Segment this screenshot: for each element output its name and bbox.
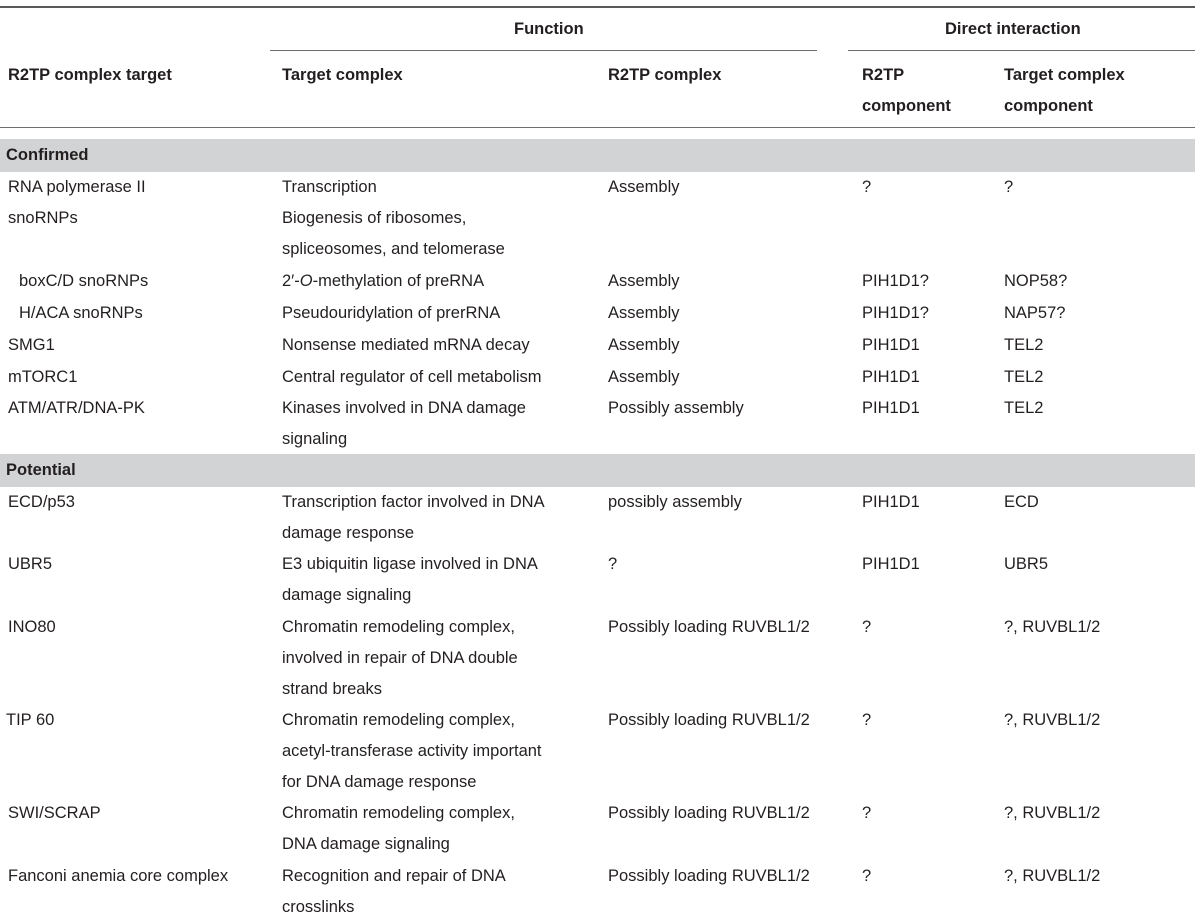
cell-r2tp-component: PIH1D1: [862, 336, 920, 354]
cell-r2tp-component: ?: [862, 178, 872, 196]
cell-function-r2tp: Assembly: [608, 304, 680, 322]
cell-function-r2tp: Assembly: [608, 178, 680, 196]
header-target-complex: Target complex: [282, 66, 403, 84]
cell-target: RNA polymerase II: [8, 178, 146, 196]
cell-function-target: Transcription factor involved in DNA damage response: [282, 493, 545, 542]
header-r2tp-complex-target: R2TP complex target: [8, 66, 172, 84]
cell-function-r2tp: Assembly: [608, 272, 680, 290]
section-label: Potential: [6, 461, 76, 479]
cell-target-component: ?, RUVBL1/2: [1004, 711, 1101, 729]
cell-target-component: NOP58?: [1004, 272, 1068, 290]
cell-r2tp-component: ?: [862, 867, 872, 885]
cell-target: H/ACA snoRNPs: [19, 304, 143, 322]
header-group-direct-interaction: Direct interaction: [945, 20, 1081, 38]
header-group-function: Function: [514, 20, 584, 38]
cell-function-target: Transcription: [282, 178, 377, 196]
cell-function-target: Central regulator of cell metabolism: [282, 368, 542, 386]
cell-target: INO80: [8, 618, 56, 636]
cell-function-r2tp: Possibly loading RUVBL1/2: [608, 867, 810, 885]
cell-r2tp-component: PIH1D1?: [862, 304, 929, 322]
header-target-complex-component: Target complex component: [1004, 66, 1125, 115]
header-bottom-rule: [0, 127, 1195, 128]
cell-r2tp-component: PIH1D1?: [862, 272, 929, 290]
cell-target: UBR5: [8, 555, 53, 573]
cell-target: Fanconi anemia core complex: [8, 867, 229, 885]
cell-target-component: NAP57?: [1004, 304, 1066, 322]
cell-function-r2tp: ?: [608, 555, 618, 573]
cell-target: TIP 60: [6, 711, 55, 729]
section-confirmed: [0, 139, 1195, 172]
cell-function-r2tp: Possibly assembly: [608, 399, 744, 417]
cell-target: ATM/ATR/DNA-PK: [8, 399, 145, 417]
cell-function-target: Nonsense mediated mRNA decay: [282, 336, 530, 354]
cell-target-component: TEL2: [1004, 368, 1044, 386]
cell-function-r2tp: Assembly: [608, 336, 680, 354]
cell-r2tp-component: PIH1D1: [862, 399, 920, 417]
cell-target-component: TEL2: [1004, 336, 1044, 354]
cell-r2tp-component: PIH1D1: [862, 555, 920, 573]
cell-function-r2tp: Possibly loading RUVBL1/2: [608, 804, 810, 822]
cell-function-target: Biogenesis of ribosomes, spliceosomes, and telomerase: [282, 209, 505, 258]
cell-function-target: Chromatin remodeling complex, DNA damage signaling: [282, 804, 515, 853]
table-top-rule: [0, 6, 1195, 8]
cell-function-r2tp: Possibly loading RUVBL1/2: [608, 711, 810, 729]
cell-target: boxC/D snoRNPs: [19, 272, 149, 290]
cell-r2tp-component: PIH1D1: [862, 368, 920, 386]
function-group-rule: [270, 50, 817, 51]
cell-target: ECD/p53: [8, 493, 75, 511]
cell-target: SMG1: [8, 336, 55, 354]
cell-target-component: UBR5: [1004, 555, 1049, 573]
cell-r2tp-component: ?: [862, 618, 872, 636]
cell-r2tp-component: ?: [862, 711, 872, 729]
cell-target-component: ?, RUVBL1/2: [1004, 804, 1101, 822]
cell-function-target: Chromatin remodeling complex, involved in repair of DNA double strand breaks: [282, 618, 518, 698]
cell-function-target: Recognition and repair of DNA crosslinks: [282, 867, 506, 916]
cell-r2tp-component: ?: [862, 804, 872, 822]
cell-function-target: E3 ubiquitin ligase involved in DNA damage signaling: [282, 555, 538, 604]
cell-function-target: Pseudouridylation of prerRNA: [282, 304, 501, 322]
cell-target: snoRNPs: [8, 209, 78, 227]
cell-target-component: ?, RUVBL1/2: [1004, 618, 1101, 636]
cell-target: SWI/SCRAP: [8, 804, 101, 822]
cell-target-component: ECD: [1004, 493, 1039, 511]
cell-target-component: ?, RUVBL1/2: [1004, 867, 1101, 885]
cell-target-component: ?: [1004, 178, 1014, 196]
header-r2tp-complex: R2TP complex: [608, 66, 722, 84]
header-r2tp-component: R2TP component: [862, 66, 951, 115]
cell-target: mTORC1: [8, 368, 78, 386]
direct-interaction-group-rule: [848, 50, 1195, 51]
cell-function-target: 2′-O-methylation of preRNA: [282, 272, 485, 290]
cell-function-r2tp: Possibly loading RUVBL1/2: [608, 618, 810, 636]
cell-function-target: Kinases involved in DNA damage signaling: [282, 399, 526, 448]
section-label: Confirmed: [6, 146, 89, 164]
cell-function-target: Chromatin remodeling complex, acetyl-transferase activity important for DNA damage response: [282, 711, 542, 791]
cell-r2tp-component: PIH1D1: [862, 493, 920, 511]
cell-target-component: TEL2: [1004, 399, 1044, 417]
cell-function-r2tp: Assembly: [608, 368, 680, 386]
section-potential: [0, 454, 1195, 487]
cell-function-r2tp: possibly assembly: [608, 493, 742, 511]
